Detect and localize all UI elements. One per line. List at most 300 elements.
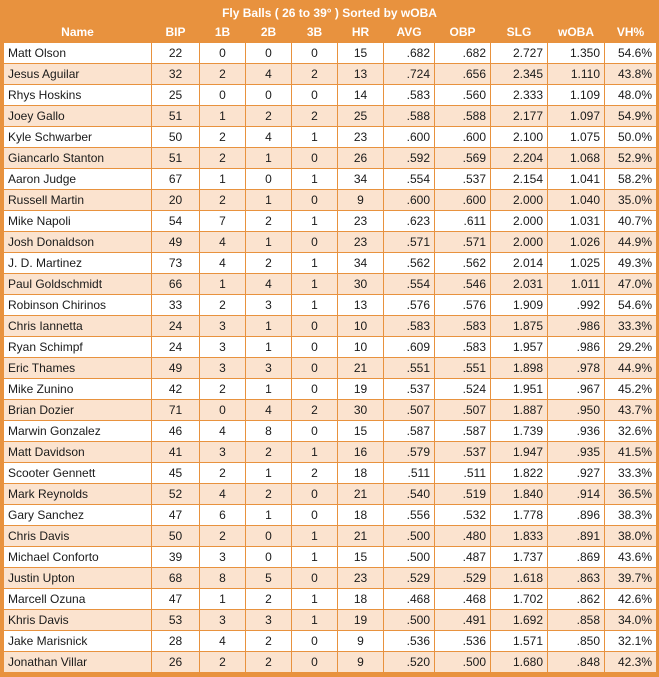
stat-cell: 1.109	[548, 85, 605, 106]
stat-cell: 2	[246, 211, 292, 232]
stat-cell: 1	[246, 379, 292, 400]
stat-cell: 25	[152, 85, 200, 106]
stat-cell: 42.6%	[605, 589, 657, 610]
stat-cell: .468	[384, 589, 435, 610]
player-name-cell: Brian Dozier	[4, 400, 152, 421]
stat-cell: 14	[338, 85, 384, 106]
stat-cell: .896	[548, 505, 605, 526]
table-row	[4, 421, 657, 442]
stat-cell: .600	[384, 127, 435, 148]
stat-cell: 23	[338, 232, 384, 253]
player-name-cell: Josh Donaldson	[4, 232, 152, 253]
stat-cell: 3	[200, 610, 246, 631]
stat-cell: 50	[152, 526, 200, 547]
table-row	[4, 547, 657, 568]
stat-cell: .569	[435, 148, 491, 169]
stat-cell: 0	[246, 547, 292, 568]
stat-cell: 2	[200, 652, 246, 673]
stat-cell: .551	[384, 358, 435, 379]
stat-cell: 2.204	[491, 148, 548, 169]
stat-cell: .583	[384, 85, 435, 106]
stat-cell: 1	[246, 505, 292, 526]
stat-cell: 1	[292, 610, 338, 631]
stat-cell: .529	[384, 568, 435, 589]
stat-cell: .519	[435, 484, 491, 505]
stat-cell: 1	[200, 589, 246, 610]
player-name-cell: Scooter Gennett	[4, 463, 152, 484]
stat-cell: 2.000	[491, 190, 548, 211]
stat-cell: 49	[152, 358, 200, 379]
stat-cell: 23	[338, 211, 384, 232]
stat-cell: 66	[152, 274, 200, 295]
stat-cell: 1	[292, 169, 338, 190]
stat-cell: 0	[292, 379, 338, 400]
stat-cell: .468	[435, 589, 491, 610]
stat-cell: 20	[152, 190, 200, 211]
player-name-cell: Chris Davis	[4, 526, 152, 547]
stat-cell: 0	[292, 232, 338, 253]
stat-cell: .491	[435, 610, 491, 631]
stat-cell: 34.0%	[605, 610, 657, 631]
table-row	[4, 253, 657, 274]
stat-cell: 47	[152, 505, 200, 526]
stat-cell: 44.9%	[605, 232, 657, 253]
stat-cell: .511	[435, 463, 491, 484]
stat-cell: 39.7%	[605, 568, 657, 589]
stat-cell: 3	[200, 442, 246, 463]
stat-cell: 9	[338, 190, 384, 211]
stat-cell: .935	[548, 442, 605, 463]
stat-cell: 1.350	[548, 43, 605, 64]
stat-cell: 2.177	[491, 106, 548, 127]
stat-cell: 1.026	[548, 232, 605, 253]
stat-cell: 1	[200, 274, 246, 295]
stat-cell: 0	[292, 421, 338, 442]
stat-cell: 0	[200, 85, 246, 106]
stat-cell: 0	[292, 148, 338, 169]
table-row	[4, 484, 657, 505]
stat-cell: 48.0%	[605, 85, 657, 106]
stat-cell: 13	[338, 64, 384, 85]
stat-cell: 1	[246, 337, 292, 358]
stat-cell: 2	[200, 526, 246, 547]
stat-cell: 0	[246, 526, 292, 547]
stat-cell: .583	[384, 316, 435, 337]
stat-cell: 3	[200, 358, 246, 379]
stat-cell: 0	[292, 631, 338, 652]
player-name-cell: Matt Davidson	[4, 442, 152, 463]
column-header: 2B	[260, 25, 277, 39]
player-name-cell: Eric Thames	[4, 358, 152, 379]
stat-cell: .891	[548, 526, 605, 547]
stat-cell: 2	[246, 106, 292, 127]
player-name-cell: Robinson Chirinos	[4, 295, 152, 316]
stat-cell: 4	[200, 421, 246, 442]
table-body	[4, 43, 657, 673]
stat-cell: 2	[292, 106, 338, 127]
stat-cell: 4	[200, 253, 246, 274]
stat-cell: 10	[338, 337, 384, 358]
stat-cell: 1	[246, 232, 292, 253]
player-name-cell: Mark Reynolds	[4, 484, 152, 505]
stat-cell: .571	[384, 232, 435, 253]
player-name-cell: Marcell Ozuna	[4, 589, 152, 610]
player-name-cell: Michael Conforto	[4, 547, 152, 568]
stat-cell: 4	[246, 274, 292, 295]
stat-cell: 43.8%	[605, 64, 657, 85]
table-row	[4, 631, 657, 652]
player-name-cell: Matt Olson	[4, 43, 152, 64]
player-name-cell: Russell Martin	[4, 190, 152, 211]
player-name-cell: Chris Iannetta	[4, 316, 152, 337]
stat-cell: .850	[548, 631, 605, 652]
stat-cell: .927	[548, 463, 605, 484]
player-name-cell: Joey Gallo	[4, 106, 152, 127]
stat-cell: .863	[548, 568, 605, 589]
stat-cell: .500	[384, 526, 435, 547]
player-name-cell: Giancarlo Stanton	[4, 148, 152, 169]
stat-cell: .724	[384, 64, 435, 85]
stat-cell: 54.6%	[605, 43, 657, 64]
stat-cell: 54	[152, 211, 200, 232]
stat-cell: 6	[200, 505, 246, 526]
stat-cell: .536	[384, 631, 435, 652]
table-row	[4, 43, 657, 64]
stat-cell: 18	[338, 463, 384, 484]
stat-cell: 21	[338, 484, 384, 505]
stat-cell: 42.3%	[605, 652, 657, 673]
player-name-cell: Marwin Gonzalez	[4, 421, 152, 442]
stat-cell: 33.3%	[605, 316, 657, 337]
table-row	[4, 169, 657, 190]
stat-cell: 29.2%	[605, 337, 657, 358]
table-row	[4, 505, 657, 526]
stat-cell: 0	[292, 652, 338, 673]
column-header: HR	[351, 25, 370, 39]
stat-cell: .623	[384, 211, 435, 232]
player-name-cell: Ryan Schimpf	[4, 337, 152, 358]
stat-cell: 21	[338, 358, 384, 379]
player-name-cell: Khris Davis	[4, 610, 152, 631]
column-header: VH%	[616, 25, 645, 39]
stat-cell: .554	[384, 274, 435, 295]
stat-cell: .546	[435, 274, 491, 295]
stat-cell: 34	[338, 169, 384, 190]
stat-cell: 1.909	[491, 295, 548, 316]
table-row	[4, 211, 657, 232]
stat-cell: .967	[548, 379, 605, 400]
stat-cell: 46	[152, 421, 200, 442]
table-row	[4, 190, 657, 211]
stat-cell: 68	[152, 568, 200, 589]
column-header: BIP	[165, 25, 186, 39]
column-header: 3B	[306, 25, 323, 39]
stat-cell: .682	[384, 43, 435, 64]
stat-cell: 2.154	[491, 169, 548, 190]
stat-cell: .562	[384, 253, 435, 274]
stat-cell: 1.075	[548, 127, 605, 148]
table-row	[4, 652, 657, 673]
column-header: OBP	[449, 25, 476, 39]
stat-cell: 1	[292, 253, 338, 274]
stat-cell: 1.040	[548, 190, 605, 211]
stat-cell: 2	[292, 463, 338, 484]
stat-cell: 5	[246, 568, 292, 589]
stat-cell: 1.840	[491, 484, 548, 505]
table-row	[4, 379, 657, 400]
stat-cell: 1	[200, 106, 246, 127]
stat-cell: 71	[152, 400, 200, 421]
table-row	[4, 232, 657, 253]
stat-cell: 2	[200, 148, 246, 169]
table-row	[4, 442, 657, 463]
stat-cell: 1.692	[491, 610, 548, 631]
stat-cell: .986	[548, 316, 605, 337]
stat-cell: 1	[292, 526, 338, 547]
stat-cell: 32.6%	[605, 421, 657, 442]
stat-cell: 1.618	[491, 568, 548, 589]
stat-cell: 3	[246, 610, 292, 631]
stat-cell: 38.3%	[605, 505, 657, 526]
stat-cell: 1	[292, 127, 338, 148]
player-name-cell: Mike Zunino	[4, 379, 152, 400]
stat-cell: 9	[338, 652, 384, 673]
stat-cell: 1	[292, 547, 338, 568]
stat-cell: 2	[246, 484, 292, 505]
stat-cell: 1.951	[491, 379, 548, 400]
stat-cell: .536	[435, 631, 491, 652]
stat-cell: .869	[548, 547, 605, 568]
stat-cell: .588	[384, 106, 435, 127]
stat-cell: 1.068	[548, 148, 605, 169]
stat-cell: .571	[435, 232, 491, 253]
stat-cell: 0	[200, 43, 246, 64]
stat-cell: 3	[246, 295, 292, 316]
stat-cell: 44.9%	[605, 358, 657, 379]
stat-cell: 1	[292, 211, 338, 232]
player-name-cell: Jonathan Villar	[4, 652, 152, 673]
column-header: Name	[61, 25, 94, 39]
stat-cell: .986	[548, 337, 605, 358]
stat-cell: .858	[548, 610, 605, 631]
stat-cell: .556	[384, 505, 435, 526]
stat-cell: 51	[152, 106, 200, 127]
stats-table	[3, 22, 657, 673]
table-row	[4, 358, 657, 379]
player-name-cell: J. D. Martinez	[4, 253, 152, 274]
stat-cell: 25	[338, 106, 384, 127]
stat-cell: 9	[338, 631, 384, 652]
table-title: Fly Balls ( 26 to 39° ) Sorted by wOBA	[222, 6, 437, 20]
stat-cell: 52	[152, 484, 200, 505]
stat-cell: .583	[435, 316, 491, 337]
stat-cell: 41.5%	[605, 442, 657, 463]
stat-cell: 1.031	[548, 211, 605, 232]
stat-cell: 1.739	[491, 421, 548, 442]
stat-cell: .554	[384, 169, 435, 190]
stat-cell: 54.9%	[605, 106, 657, 127]
stat-cell: 43.7%	[605, 400, 657, 421]
stat-cell: 0	[292, 43, 338, 64]
stat-cell: .978	[548, 358, 605, 379]
stat-cell: 1.041	[548, 169, 605, 190]
stat-cell: 34	[338, 253, 384, 274]
stat-cell: 0	[246, 85, 292, 106]
stat-cell: 19	[338, 379, 384, 400]
stat-cell: .537	[435, 442, 491, 463]
table-row	[4, 337, 657, 358]
stat-cell: 1.025	[548, 253, 605, 274]
stat-cell: 4	[246, 400, 292, 421]
player-name-cell: Paul Goldschmidt	[4, 274, 152, 295]
stat-cell: 52.9%	[605, 148, 657, 169]
stat-cell: .936	[548, 421, 605, 442]
stat-cell: 15	[338, 421, 384, 442]
stat-cell: 2	[200, 379, 246, 400]
stat-cell: 2.727	[491, 43, 548, 64]
stat-cell: 4	[200, 232, 246, 253]
stat-cell: 50.0%	[605, 127, 657, 148]
column-header: 1B	[214, 25, 231, 39]
stat-cell: 32	[152, 64, 200, 85]
stat-cell: 1.571	[491, 631, 548, 652]
stat-cell: 47.0%	[605, 274, 657, 295]
stat-cell: 0	[292, 568, 338, 589]
stat-cell: 58.2%	[605, 169, 657, 190]
stat-cell: 43.6%	[605, 547, 657, 568]
table-row	[4, 295, 657, 316]
stat-cell: 3	[200, 337, 246, 358]
stat-cell: 3	[200, 316, 246, 337]
stat-cell: 1.887	[491, 400, 548, 421]
stat-cell: 2.000	[491, 232, 548, 253]
stat-cell: 13	[338, 295, 384, 316]
player-name-cell: Gary Sanchez	[4, 505, 152, 526]
stat-cell: 3	[200, 547, 246, 568]
stat-cell: 0	[246, 43, 292, 64]
stat-cell: 24	[152, 316, 200, 337]
stat-cell: .587	[384, 421, 435, 442]
stat-cell: 0	[292, 358, 338, 379]
table-row	[4, 127, 657, 148]
table-row	[4, 589, 657, 610]
stat-cell: 47	[152, 589, 200, 610]
stat-cell: 2.031	[491, 274, 548, 295]
stat-cell: 67	[152, 169, 200, 190]
stat-cell: 19	[338, 610, 384, 631]
player-name-cell: Aaron Judge	[4, 169, 152, 190]
stat-cell: 2	[246, 589, 292, 610]
stat-cell: 42	[152, 379, 200, 400]
stat-cell: 2	[246, 631, 292, 652]
stat-cell: .537	[384, 379, 435, 400]
stat-cell: 1.822	[491, 463, 548, 484]
stat-cell: 23	[338, 127, 384, 148]
stat-cell: .500	[384, 547, 435, 568]
player-name-cell: Jesus Aguilar	[4, 64, 152, 85]
stat-cell: 18	[338, 505, 384, 526]
stat-cell: 33.3%	[605, 463, 657, 484]
stat-cell: .600	[435, 190, 491, 211]
stat-cell: 1	[292, 442, 338, 463]
table-row	[4, 463, 657, 484]
stat-cell: 49.3%	[605, 253, 657, 274]
stat-cell: 73	[152, 253, 200, 274]
stat-cell: 2	[292, 64, 338, 85]
stat-cell: 2	[200, 64, 246, 85]
stat-cell: .500	[384, 610, 435, 631]
stat-cell: 1.898	[491, 358, 548, 379]
stat-cell: .848	[548, 652, 605, 673]
stat-cell: .529	[435, 568, 491, 589]
stat-cell: .576	[435, 295, 491, 316]
stat-cell: 36.5%	[605, 484, 657, 505]
stat-cell: .588	[435, 106, 491, 127]
stat-cell: 0	[292, 316, 338, 337]
stat-cell: 23	[338, 568, 384, 589]
stat-cell: 32.1%	[605, 631, 657, 652]
stat-cell: 1.957	[491, 337, 548, 358]
stat-cell: 41	[152, 442, 200, 463]
stat-cell: 8	[246, 421, 292, 442]
stat-cell: 4	[246, 64, 292, 85]
stat-cell: 1.097	[548, 106, 605, 127]
stat-cell: 30	[338, 274, 384, 295]
stat-cell: 4	[200, 484, 246, 505]
stat-cell: .587	[435, 421, 491, 442]
table-row	[4, 274, 657, 295]
stat-cell: 1.680	[491, 652, 548, 673]
stat-cell: 1	[246, 190, 292, 211]
stat-cell: .611	[435, 211, 491, 232]
stat-cell: 2	[246, 442, 292, 463]
stat-cell: 7	[200, 211, 246, 232]
stat-cell: .992	[548, 295, 605, 316]
stat-cell: 4	[246, 127, 292, 148]
stat-cell: .600	[435, 127, 491, 148]
stat-cell: 50	[152, 127, 200, 148]
stat-cell: 2	[200, 190, 246, 211]
stat-cell: 0	[292, 190, 338, 211]
stat-cell: .914	[548, 484, 605, 505]
stat-cell: 0	[292, 505, 338, 526]
stat-cell: 2.345	[491, 64, 548, 85]
stat-cell: 49	[152, 232, 200, 253]
stat-cell: 53	[152, 610, 200, 631]
stat-cell: 28	[152, 631, 200, 652]
stat-cell: 10	[338, 316, 384, 337]
stat-cell: 15	[338, 43, 384, 64]
stat-cell: 38.0%	[605, 526, 657, 547]
stat-cell: 8	[200, 568, 246, 589]
table-row	[4, 64, 657, 85]
stat-cell: 21	[338, 526, 384, 547]
stat-cell: 1.833	[491, 526, 548, 547]
table-row	[4, 568, 657, 589]
stat-cell: 2.014	[491, 253, 548, 274]
stat-cell: 26	[338, 148, 384, 169]
stat-cell: 0	[246, 169, 292, 190]
player-name-cell: Kyle Schwarber	[4, 127, 152, 148]
stat-cell: .520	[384, 652, 435, 673]
stat-cell: 1	[246, 148, 292, 169]
stat-cell: .487	[435, 547, 491, 568]
stat-cell: 2	[246, 652, 292, 673]
stat-cell: 1.702	[491, 589, 548, 610]
stat-cell: .532	[435, 505, 491, 526]
table-row	[4, 610, 657, 631]
stat-cell: .583	[435, 337, 491, 358]
